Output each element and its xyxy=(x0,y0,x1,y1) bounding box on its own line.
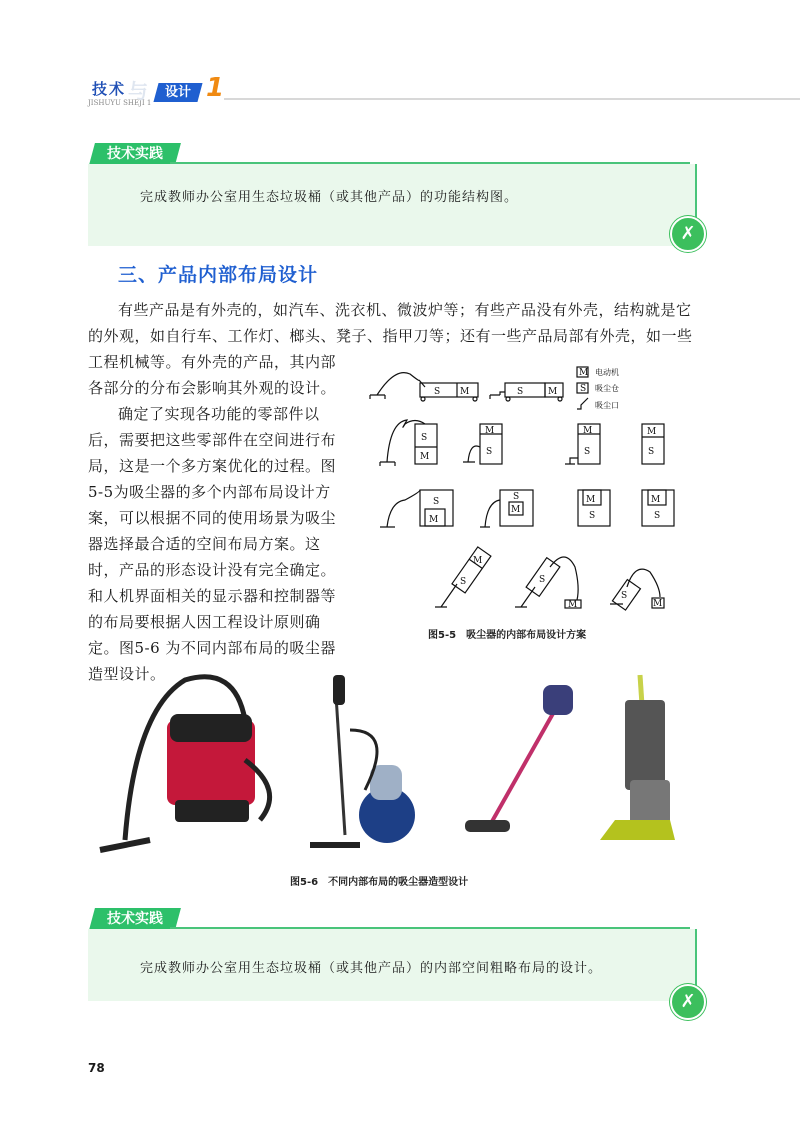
text-line: 有些产品是有外壳的，如汽车、洗衣机、微波炉等；有些产品没有外壳，结构就是它 xyxy=(118,301,692,319)
motor-label: M xyxy=(651,495,661,505)
text-line: 各部分的分布会影响其外观的设计。 xyxy=(88,379,337,397)
dust-bin-label: S xyxy=(648,447,655,457)
header-design-label: 设计 xyxy=(164,85,191,100)
legend-dust-bin: 吸尘仓 xyxy=(595,384,619,393)
motor-label: M xyxy=(511,505,521,515)
photo-canister-wet-dry-vacuum xyxy=(100,677,270,850)
practice-text: 完成教师办公室用生态垃圾桶（或其他产品）的功能结构图。 xyxy=(140,190,519,205)
vacuum-photos xyxy=(95,670,695,860)
dust-bin-label: S xyxy=(584,447,591,457)
legend-inlet: 吸尘口 xyxy=(595,401,619,410)
wrench-screwdriver-icon: ✗ xyxy=(670,984,706,1020)
dust-bin-label: S xyxy=(433,497,440,507)
wrench-screwdriver-icon: ✗ xyxy=(670,216,706,252)
text-line: 器选择最合适的空间布局方案。这 xyxy=(88,535,321,553)
section-title: 三、产品内部布局设计 xyxy=(118,264,319,286)
figure-5-5-caption: 图5-5 吸尘器的内部布局设计方案 xyxy=(428,630,587,641)
text-line: 局，这是一个多方案优化的过程。图 xyxy=(88,457,337,475)
diagram-legend xyxy=(577,367,619,410)
practice-tab-label: 技术实践 xyxy=(107,911,163,927)
header-volume: 1 xyxy=(206,73,225,103)
figure-5-6-caption: 图5-6 不同内部布局的吸尘器造型设计 xyxy=(290,877,469,888)
dust-bin-label: S xyxy=(486,447,493,457)
dust-bin-label: S xyxy=(654,511,661,521)
header-divider xyxy=(224,98,800,100)
practice-box xyxy=(88,164,697,246)
layout-diagram xyxy=(365,362,695,622)
paragraph-2 xyxy=(88,401,363,687)
text-line: 确定了实现各功能的零部件以 xyxy=(118,405,320,423)
dust-bin-label: S xyxy=(517,387,524,397)
text-line: 的布局要根据人因工程设计原则确 xyxy=(88,613,321,631)
dust-bin-label: S xyxy=(513,492,520,502)
text-line: 后，需要把这些零部件在空间进行布 xyxy=(88,431,337,449)
photo-upright-commercial-vacuum xyxy=(600,675,675,840)
header-tech-label: 技术 xyxy=(92,80,127,98)
layout-option-stick xyxy=(435,547,664,610)
motor-label: M xyxy=(647,427,657,437)
motor-label: M xyxy=(548,387,558,397)
layout-option-horizontal-2 xyxy=(490,383,563,401)
dust-bin-label: S xyxy=(539,575,546,585)
text-line: 工程机械等。有外壳的产品，其内部 xyxy=(88,353,337,371)
text-line: 造型设计。 xyxy=(88,665,166,683)
practice-tab xyxy=(89,143,181,165)
text-line: 案，可以根据不同的使用场景为吸尘 xyxy=(88,509,337,527)
layout-option-horizontal-1 xyxy=(370,373,478,401)
practice-tab xyxy=(89,908,181,930)
text-line: 的外观，如自行车、工作灯、榔头、凳子、指甲刀等；还有一些产品局部有外壳，如一些 xyxy=(88,327,693,345)
text-line: 时，产品的形态设计没有完全确定。 xyxy=(88,561,337,579)
motor-label: M xyxy=(460,387,470,397)
motor-label: M xyxy=(429,515,439,525)
motor-label: M xyxy=(485,426,495,436)
dust-bin-label: S xyxy=(621,591,628,601)
motor-label: M xyxy=(586,495,596,505)
header-yu: 与 xyxy=(128,79,148,103)
motor-label: M xyxy=(568,600,578,610)
photo-stick-vacuum xyxy=(465,685,573,832)
motor-label: M xyxy=(420,452,430,462)
practice-text: 完成教师办公室用生态垃圾桶（或其他产品）的内部空间粗略布局的设计。 xyxy=(140,961,603,976)
legend-motor-symbol: M xyxy=(579,368,589,378)
text-line: 5-5为吸尘器的多个内部布局设计方 xyxy=(88,483,331,501)
motor-label: M xyxy=(583,426,593,436)
page-number: 78 xyxy=(88,1061,105,1075)
header-design-badge xyxy=(153,83,202,102)
text-line: 定。图5-6 为不同内部布局的吸尘器 xyxy=(88,639,336,657)
dust-bin-label: S xyxy=(434,387,441,397)
motor-label: M xyxy=(653,599,663,609)
dust-bin-label: S xyxy=(460,577,467,587)
layout-option-vertical xyxy=(380,420,664,466)
dust-bin-label: S xyxy=(421,433,428,443)
legend-dust-bin-symbol: S xyxy=(580,384,587,394)
text-line: 和人机界面相关的显示器和控制器等 xyxy=(88,587,337,605)
dust-bin-label: S xyxy=(589,511,596,521)
header-latin: JISHUYU SHEJI 1 xyxy=(88,99,152,107)
legend-motor: 电动机 xyxy=(595,368,619,377)
practice-tab-label: 技术实践 xyxy=(107,146,163,162)
layout-option-box xyxy=(380,490,674,527)
photo-cyclonic-canister-vacuum xyxy=(310,675,415,845)
motor-label: M xyxy=(473,556,483,566)
